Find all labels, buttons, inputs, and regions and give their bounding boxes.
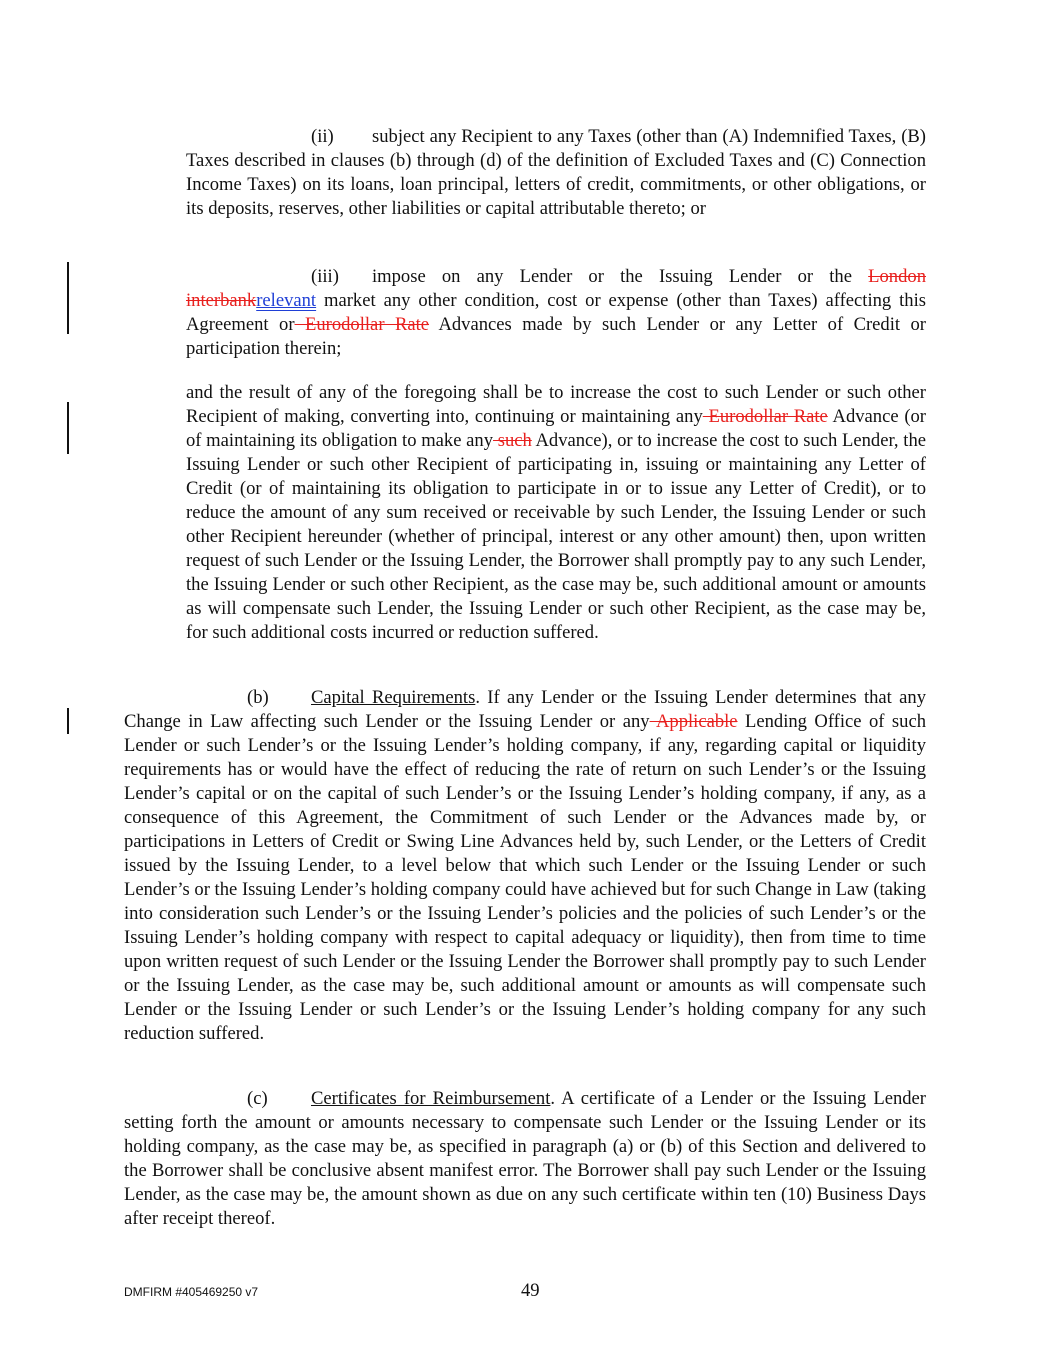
deleted-text: Eurodollar Rate xyxy=(294,314,430,335)
document-id: DMFIRM #405469250 v7 xyxy=(124,1285,259,1299)
body-text: Advance (or of maintaining its obligation to make any xyxy=(186,406,926,451)
body-text: and the result of any of the foregoing shall be to increase the cost to such Lender or such other Recipient of making, converting into, continuing or maintaining any xyxy=(186,382,926,427)
body-text: Advances made by such Lender or any Letter of Credit or participation therein; xyxy=(186,314,926,359)
deleted-text: Applicable xyxy=(649,711,738,732)
body-text: subject any Recipient to any Taxes (other than (A) Indemnified Taxes, (B) Taxes described in clauses (b) through (d) of the definition of Excluded Taxes and (C) Connection Income Taxes) on its loans, loan principal, letters of credit, commitments, or other obligations, or its deposits, reserves, other liabilities or capital attributable thereto; or xyxy=(186,126,926,219)
body-text: impose on any Lender or the Issuing Lender or the xyxy=(372,266,869,287)
paragraph-iii xyxy=(186,265,926,361)
deleted-text: Eurodollar Rate xyxy=(702,406,828,427)
change-bar xyxy=(67,262,69,334)
deleted-text: such xyxy=(493,430,532,451)
clause-label: (ii) xyxy=(311,126,334,147)
inserted-text: relevant xyxy=(256,290,317,311)
body-text: Lending Office of such Lender or such Lender’s or the Issuing Lender’s holding company, if any, regarding capital or liquidity requirements has or would have the effect of reducing the rate of return on such Lender’s or the Issuing Lender’s capital or on the capital of such Lender’s or the Issuing Lender’s holding company, if any, as a consequence of this Agreement, the Commitment of such Lender or the Advances made by, or participations in Letters of Credit or Swing Line Advances held by, such Lender, or the Letters of Credit issued by the Issuing Lender, to a level below that which such Lender or the Issuing Lender or such Lender’s or the Issuing Lender’s holding company could have achieved but for such Change in Law (taking into consideration such Lender’s or the Issuing Lender’s policies and the policies of such Lender’s or the Issuing Lender’s holding company with respect to capital adequacy or liquidity), then from time to time upon written request of such Lender or the Issuing Lender the Borrower shall promptly pay to such Lender or the Issuing Lender, as the case may be, such additional amount or amounts as will compensate such Lender or the Issuing Lender or such Lender’s or the Issuing Lender’s holding company for any such reduction suffered. xyxy=(124,711,926,1044)
section-heading: Capital Requirements xyxy=(311,687,476,708)
clause-label: (c) xyxy=(247,1088,268,1109)
change-bar xyxy=(67,402,69,454)
paragraph-c-certificates xyxy=(124,1087,926,1231)
section-heading: Certificates for Reimbursement xyxy=(311,1088,551,1109)
paragraph-result xyxy=(186,381,926,645)
paragraph-ii xyxy=(186,125,926,221)
body-text: . If any Lender or the Issuing Lender determines that any Change in Law affecting such Lender or the Issuing Lender or any xyxy=(124,687,927,732)
change-bar xyxy=(67,708,69,734)
clause-label: (iii) xyxy=(311,266,339,287)
clause-label: (b) xyxy=(247,687,269,708)
page-number: 49 xyxy=(521,1280,540,1301)
body-text: market any other condition, cost or expense (other than Taxes) affecting this Agreement or xyxy=(186,290,926,335)
paragraph-b-capital-requirements xyxy=(124,686,926,1046)
body-text: . A certificate of a Lender or the Issuing Lender setting forth the amount or amounts necessary to compensate such Lender or the Issuing Lender or its holding company, as the case may be, as specified in paragraph (a) or (b) of this Section and delivered to the Borrower shall be conclusive absent manifest error. The Borrower shall pay such Lender or the Issuing Lender, as the case may be, the amount shown as due on any such certificate within ten (10) Business Days after receipt thereof. xyxy=(124,1088,926,1229)
body-text: Advance), or to increase the cost to such Lender, the Issuing Lender or such other Recipient of participating in, issuing or maintaining any Letter of Credit (or of maintaining its obligation to participate in or to issue any Letter of Credit), or to reduce the amount of any sum received or receivable by such Lender, the Issuing Lender or such other Recipient hereunder (whether of principal, interest or any other amount) then, upon written request of such Lender or the Issuing Lender, the Borrower shall promptly pay to any such Lender, the Issuing Lender or such other Recipient, as the case may be, such additional amount or amounts as will compensate such Lender, the Issuing Lender or such other Recipient, as the case may be, for such additional costs incurred or reduction suffered. xyxy=(186,430,926,643)
deleted-text: London interbank xyxy=(186,266,926,311)
